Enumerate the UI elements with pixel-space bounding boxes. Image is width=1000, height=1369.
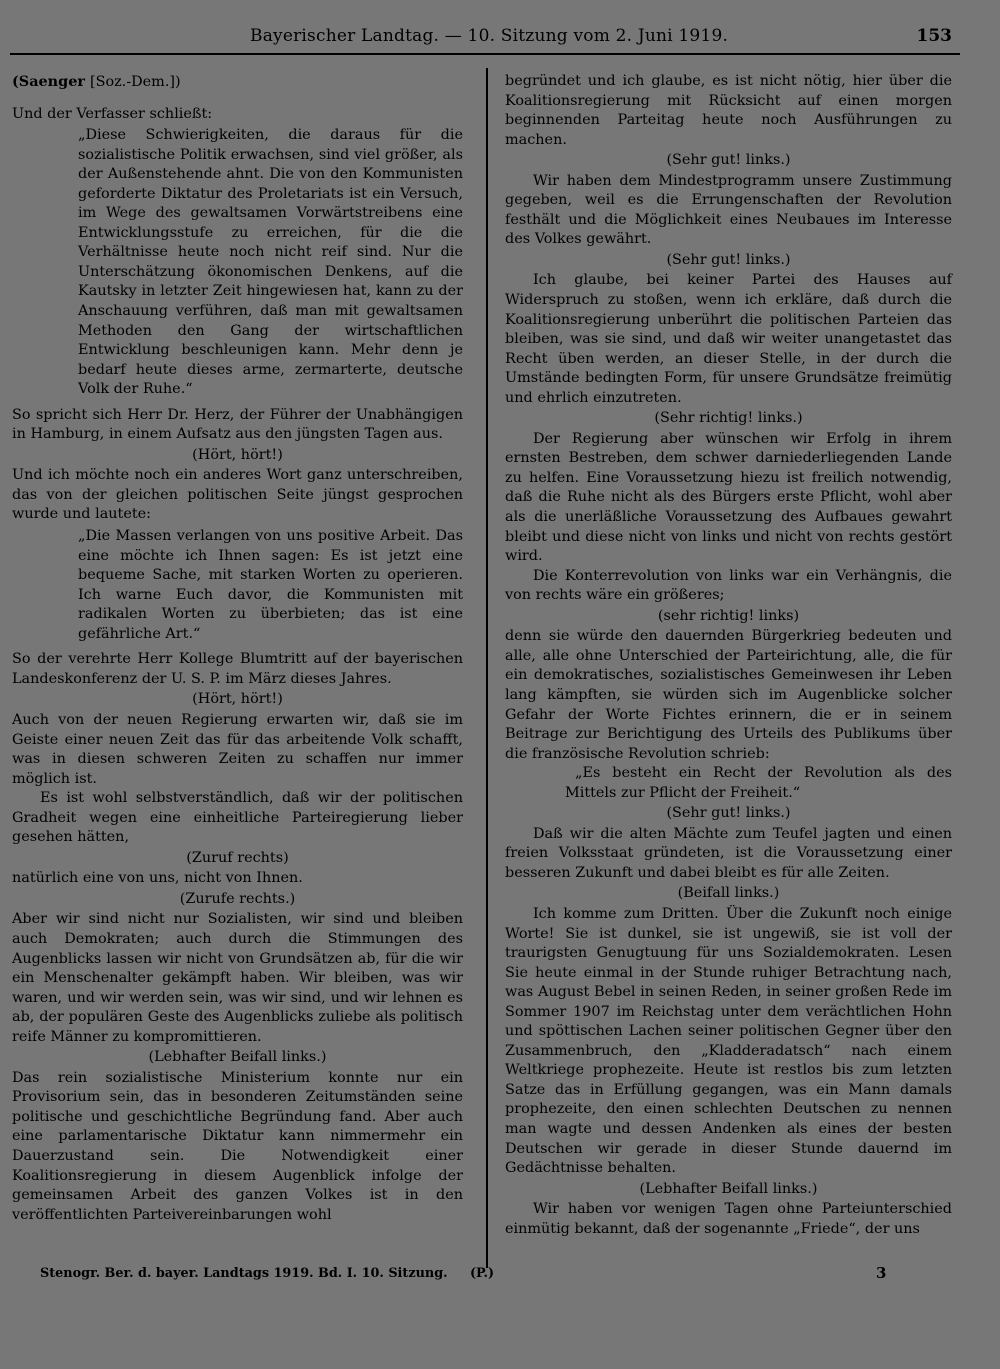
interjection: (Lebhafter Beifall links.) bbox=[148, 1049, 327, 1066]
paragraph: So der verehrte Herr Kollege Blumtritt auf der bayerischen Landeskonferenz der U. S. P. im März dieses Jahres. bbox=[12, 651, 463, 687]
quote: „Die Massen verlangen von uns positive Arbeit. Das eine möchte ich Ihnen sagen: Es ist jetzt eine bequeme Sache, mit starken Worten zu operieren. Ich warne Euch davor, die Kommunisten mit radikalen Worten zu überbieten; das ist eine gefährliche Art.“ bbox=[78, 528, 463, 642]
interjection: (Zurufe rechts.) bbox=[179, 890, 296, 907]
interjection: (Sehr gut! links.) bbox=[666, 805, 791, 822]
paragraph: Es ist wohl selbstverständlich, daß wir der politischen Gradheit wegen eine einheitliche Parteiregierung lieber gesehen hätten, bbox=[12, 790, 463, 846]
right-column bbox=[505, 72, 952, 1239]
speaker-name: (Saenger bbox=[12, 73, 85, 90]
paragraph: denn sie würde den dauernden Bürgerkrieg bedeuten und alle, alle ohne Unterschied der Parteirichtung, alle, die für ein demokratisches, sozialistisches Gemeinwesen ihr Leben lang kämpften, sie würden sich im Augenblicke solcher Gefahr der Worte Fichtes erinnern, die er in seinem Beitrage zur Berichtigung des Urteils des Publikums über die französische Revolution schrieb: bbox=[505, 628, 952, 762]
paragraph: Und der Verfasser schließt: bbox=[12, 105, 213, 122]
quote: „Diese Schwierigkeiten, die daraus für die sozialistische Politik erwachsen, sind viel größer, als der Außenstehende ahnt. Die von den Kommunisten geforderte Diktatur des Proletariats ist ein Versuch, im Wege des gewaltsamen Vorwärtstreibens eine Entwicklungsstufe zu erreichen, für die die Verhältnisse heute noch nicht reif sind. Nur die Unterschätzung ökonomischen Denkens, auf die Kautsky in letzter Zeit hingewiesen hat, kann zu der Anschauung verführen, daß man mit gewaltsamen Methoden den Gang der wirtschaftlichen Entwicklung beschleunigen kann. Mehr denn je bedarf heute dieses arme, zermarterte, deutsche Volk der Ruhe.“ bbox=[78, 127, 463, 398]
interjection: (Sehr gut! links.) bbox=[666, 251, 791, 268]
paragraph: Und ich möchte noch ein anderes Wort ganz unterschreiben, das von der gleichen politischen Seite jüngst gesprochen wurde und lautete: bbox=[12, 467, 463, 523]
quote: „Es besteht ein Recht der Revolution als des Mittels zur Pflicht der Freiheit.“ bbox=[565, 765, 952, 801]
running-title: Bayerischer Landtag. — 10. Sitzung vom 2. Juni 1919. bbox=[250, 26, 729, 46]
interjection: (Hört, hört!) bbox=[192, 691, 283, 708]
paragraph: Der Regierung aber wünschen wir Erfolg in ihrem ernsten Bestreben, dem schwer darniederliegenden Lande zu helfen. Eine Voraussetzung hiezu ist freilich notwendig, daß die Ruhe nicht als des Bürgers erste Pflicht, wohl aber als die unerläßliche Voraussetzung des Aufbaues gewahrt bleibt und diese nicht von links und nicht von rechts gestört wird. bbox=[505, 430, 952, 565]
interjection: (Sehr richtig! links.) bbox=[654, 410, 803, 427]
paragraph: Ich glaube, bei keiner Partei des Hauses auf Widerspruch zu stoßen, wenn ich erkläre, daß durch die Koalitionsregierung unberührt die politischen Parteien das bleiben, was sie sind, und daß wir weiter unangetastet das Recht üben werden, an dieser Stelle, in der durch die Umstände bedingten Form, für unsere Grundsätze freimütig und ehrlich einzutreten. bbox=[505, 272, 952, 406]
interjection: (Lebhafter Beifall links.) bbox=[639, 1180, 818, 1197]
sheet-number: 3 bbox=[876, 1264, 887, 1282]
speaker-line bbox=[12, 72, 463, 93]
page-number: 153 bbox=[916, 26, 952, 46]
paragraph: Wir haben dem Mindestprogramm unsere Zustimmung gegeben, weil es die Errungenschaften der Revolution festhält und die Möglichkeit eines Neubaues im Interesse des Volkes gewährt. bbox=[505, 172, 952, 248]
interjection: (Beifall links.) bbox=[677, 885, 780, 902]
paragraph: Die Konterrevolution von links war ein Verhängnis, die von rechts wäre ein größeres; bbox=[505, 567, 952, 604]
page-header bbox=[0, 26, 1000, 60]
interjection: (Hört, hört!) bbox=[192, 446, 283, 463]
interjection: (sehr richtig! links) bbox=[657, 607, 800, 624]
paragraph: Aber wir sind nicht nur Sozialisten, wir sind und bleiben auch Demokraten; auch durch die Stimmungen des Augenblicks lassen wir nicht von Grundsätzen ab, für die wir ein Menschenalter gekämpft haben. Wir bleiben, was wir waren, und wir werden sein, was wir sind, und wir lehnen es ab, der populären Geste des Augenblicks zuliebe als politisch reife Männer zu kompromittieren. bbox=[12, 911, 463, 1045]
paragraph: Daß wir die alten Mächte zum Teufel jagten und einen freien Volksstaat gründeten, ist die Voraussetzung einer besseren Zukunft und dabei bleibt es für alle Zeiten. bbox=[505, 825, 952, 881]
interjection: (Sehr gut! links.) bbox=[666, 152, 791, 169]
left-column bbox=[12, 72, 463, 1225]
page-footer bbox=[0, 1266, 1000, 1296]
interjection: (Zuruf rechts) bbox=[186, 849, 289, 866]
paragraph: begründet und ich glaube, es ist nicht nötig, hier über die Koalitionsregierung mit Rücksicht auf einen morgen beginnenden Parteitag heute noch Ausführungen zu machen. bbox=[505, 73, 952, 148]
paragraph: Das rein sozialistische Ministerium konnte nur ein Provisorium sein, das in besonderen Zeitumständen seine politische und geschichtliche Begründung fand. Aber auch eine parlamentarische Diktatur kann nimmermehr ein Dauerzustand sein. Die Notwendigkeit einer Koalitionsregierung in diesem Augenblick infolge der gemeinsamen Arbeit des ganzen Volkes ist in den veröffentlichten Parteivereinbarungen wohl bbox=[12, 1069, 463, 1223]
footer-mark: (P.) bbox=[470, 1266, 495, 1281]
paragraph: So spricht sich Herr Dr. Herz, der Führer der Unabhängigen in Hamburg, in einem Aufsatz aus den jüngsten Tagen aus. bbox=[12, 406, 463, 443]
footer-source: Stenogr. Ber. d. bayer. Landtags 1919. Bd. I. 10. Sitzung. bbox=[40, 1266, 448, 1281]
speaker-party: [Soz.-Dem.]) bbox=[89, 74, 181, 90]
paragraph: natürlich eine von uns, nicht von Ihnen. bbox=[12, 870, 303, 887]
paragraph: Ich komme zum Dritten. Über die Zukunft noch einige Worte! Sie ist dunkel, sie ist ungewiß, sie ist voll der traurigsten Genugtuung für uns Sozialdemokraten. Lesen Sie heute einmal in der Stunde ruhiger Betrachtung nach, was August Bebel in seinen Reden, in seiner großen Rede im Sommer 1907 im Reichstag unter dem verächtlichen Hohn und spöttischen Lachen seiner politischen Gegner über den Zusammenbruch, den „Kladderadatsch“ nach einem Weltkriege prophezeite. Heute ist restlos bis zum letzten Satze das in Erfüllung gegangen, was ein Mann damals prophezeite, den einen schlechten Deutschen zu nennen man wagte und dessen Andenken als eines der besten Deutschen wir gerade in dieser Stunde dauernd im Gedächtnisse behalten. bbox=[505, 905, 952, 1177]
paragraph: Auch von der neuen Regierung erwarten wir, daß sie im Geiste einer neuen Zeit das für das arbeitende Volk schafft, was in diesen schweren Zeiten zu schaffen nur immer möglich ist. bbox=[12, 711, 463, 787]
header-rule bbox=[10, 53, 960, 55]
paragraph: Wir haben vor wenigen Tagen ohne Parteiunterschied einmütig bekannt, daß der sogenannte „Friede“, der uns bbox=[505, 1201, 952, 1237]
column-divider bbox=[486, 68, 488, 1268]
